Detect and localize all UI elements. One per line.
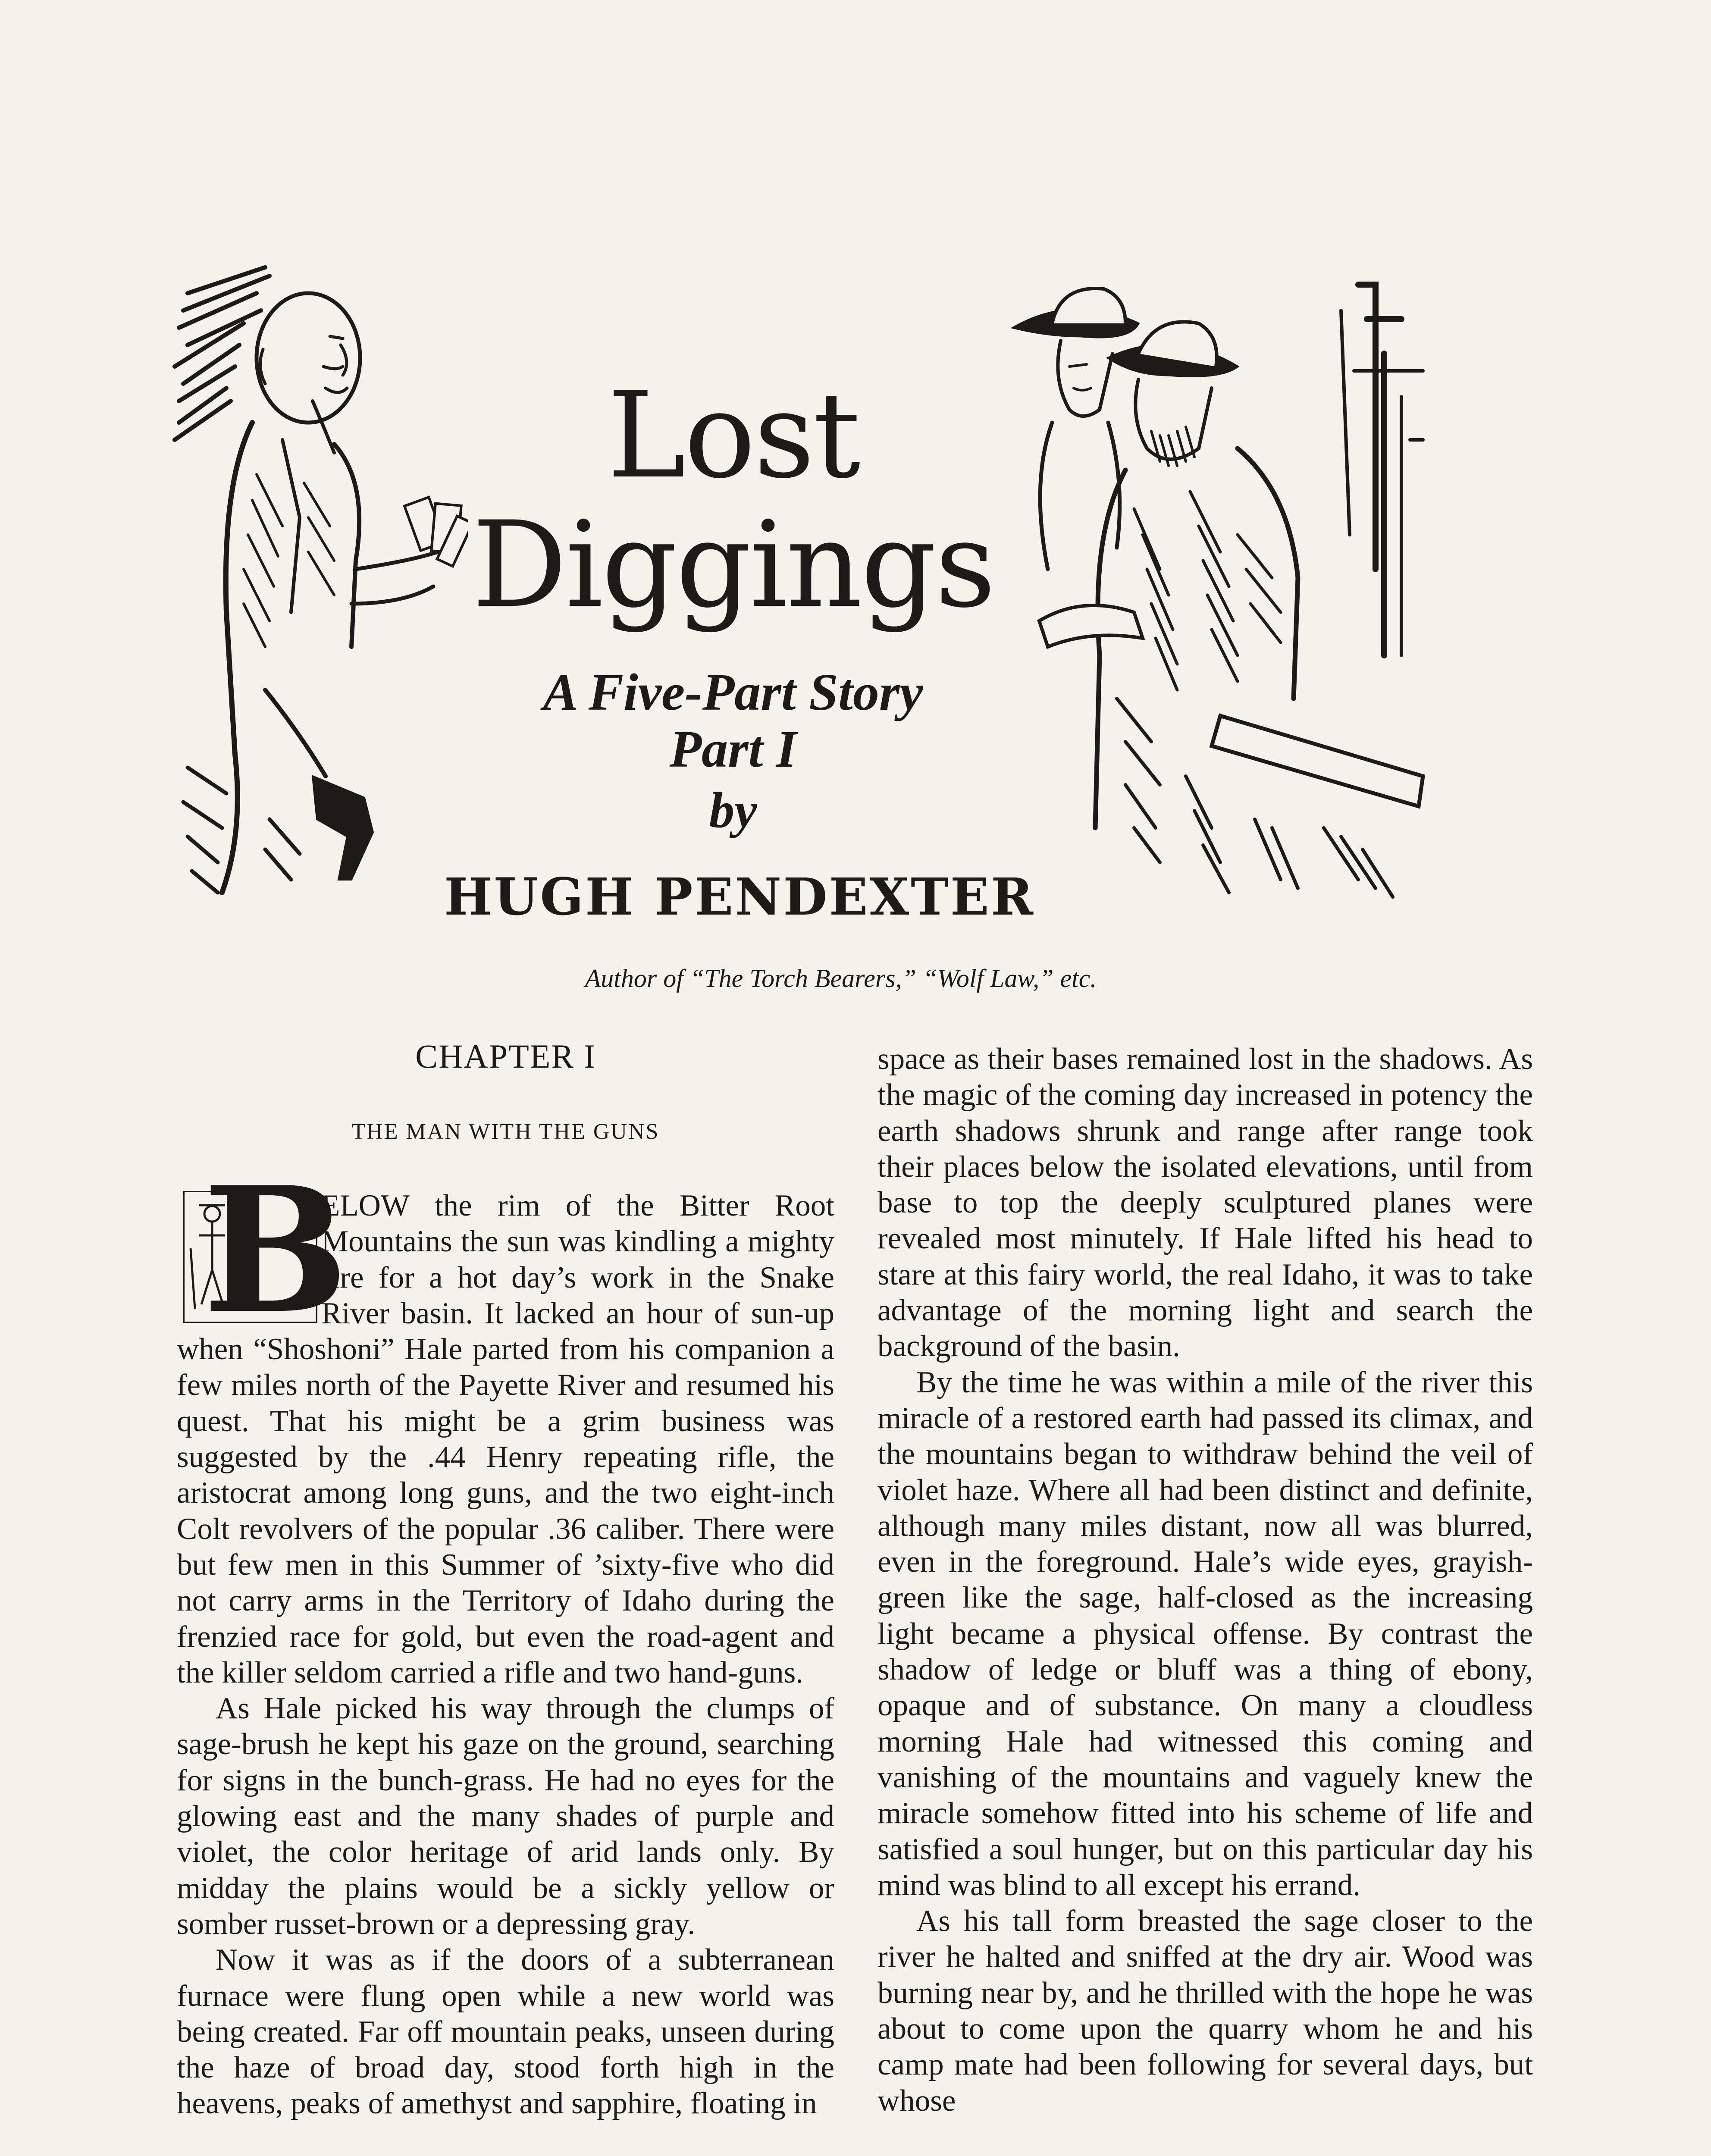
paragraph-3: Now it was as if the doors of a subterranean furnace were flung open while a new world was being created. Far off mountain peaks, unseen during the haze of broad day, stood forth high in the heavens, peaks of amethyst and sapphire, floating in	[177, 1943, 834, 2121]
author-credit: Author of “The Torch Bearers,” “Wolf Law,” etc.	[585, 964, 1097, 993]
chapter-heading: CHAPTER I	[415, 1037, 596, 1075]
gambler-sketch	[170, 259, 468, 931]
prospectors-sketch	[996, 267, 1436, 927]
right-column	[877, 1041, 1533, 2119]
drop-cap-spacer	[177, 1188, 321, 1322]
paragraph-4: space as their bases remained lost in the shadows. As the magic of the coming day increased in potency the earth shadows shrunk and range after range took their places below the isolated elevations, until from base to top the deeply sculptured planes were revealed most minutely. If Hale lifted his head to stare at this fairy world, the real Idaho, it was to take advantage of the morning light and search the background of the basin.	[877, 1042, 1533, 1363]
story-title-line-2: Diggings	[472, 496, 994, 634]
by-line: by	[709, 782, 757, 838]
story-part: Part I	[669, 720, 797, 778]
author-name: HUGH PENDEXTER	[444, 867, 1035, 927]
title-block	[431, 367, 1035, 843]
left-column	[177, 1188, 834, 2122]
story-subtitle: A Five-Part Story	[543, 663, 923, 721]
paragraph-1: ELOW the rim of the Bitter Root Mountains the sun was kindling a mighty fire for a hot day’s work in the Snake River basin. It lacked an hour of sun-up when “Shoshoni” Hale parted from his companion a few miles north of the Payette River and resumed his quest. That his might be a grim business was suggested by the .44 Henry repeating rifle, the aristocrat among long guns, and the two eight-inch Colt revolvers of the popular .36 caliber. There were but few men in this Summer of ’sixty-five who did not carry arms in the Territory of Idaho during the frenzied race for gold, but even the road-agent and the killer seldom carried a rifle and two hand-guns.	[177, 1189, 834, 1689]
paragraph-5: By the time he was within a mile of the river this miracle of a restored earth had passed its climax, and the mountains began to withdraw behind the veil of violet haze. Where all had been distinct and definite, although many miles distant, now all was blurred, even in the foreground. Hale’s wide eyes, grayish-green like the sage, half-closed as the increasing light became a physical offense. By contrast the shadow of ledge or bluff was a thing of ebony, opaque and of substance. On many a cloudless morning Hale had witnessed this coming and vanishing of the mountains and vaguely knew the miracle somehow fitted into his scheme of life and satisfied a soul hunger, but on this particular day his mind was blind to all except his errand.	[877, 1365, 1533, 1902]
story-title-line-1: Lost	[607, 367, 859, 505]
chapter-title: THE MAN WITH THE GUNS	[351, 1119, 660, 1144]
drop-cap-letter: B	[203, 1149, 349, 1352]
right-illustration	[996, 267, 1436, 927]
left-illustration	[170, 259, 468, 931]
paragraph-6: As his tall form breasted the sage closer to the river he halted and sniffed at the dry air. Wood was burning near by, and he thrilled with the hope he was about to come upon the quarry whom he and his camp mate had been following for several days, but whose	[877, 1904, 1533, 2118]
paragraph-2: As Hale picked his way through the clumps of sage-brush he kept his gaze on the ground, searching for signs in the bunch-grass. He had no eyes for the glowing east and the many shades of purple and violet, the color heritage of arid lands only. By midday the plains would be a sickly yellow or somber russet-brown or a depressing gray.	[177, 1692, 834, 1941]
